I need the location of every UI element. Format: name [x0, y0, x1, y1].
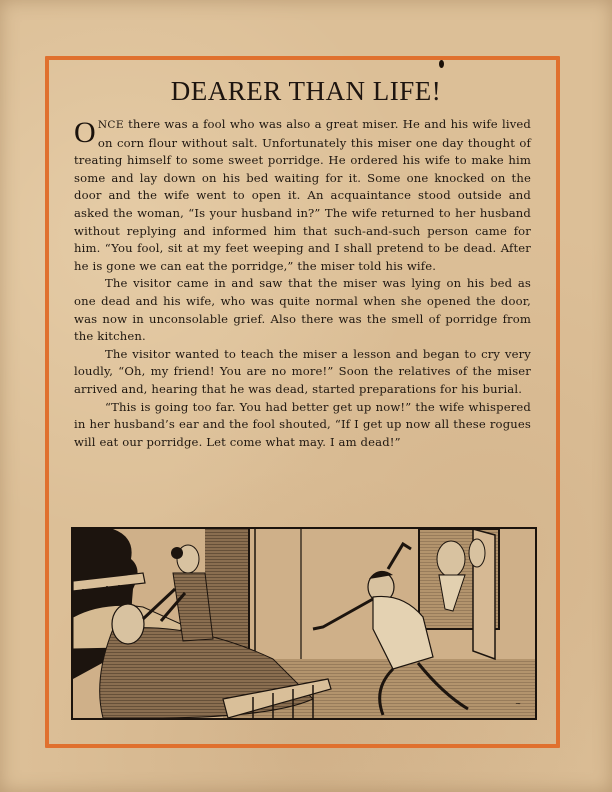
- miser-figure: [112, 604, 144, 644]
- story-paragraph-2: The visitor came in and saw that the miser was lying on his bed as one dead and his wife, who was quite normal when she opened the door, was now in unconsolable grief. Also there was the smell of porridge from the kitchen.: [74, 276, 531, 344]
- story-paragraph-3: The visitor wanted to teach the miser a lesson and began to cry very loudly, “Oh, my friend! You are no more!” Soon the relatives of the miser arrived and, hearing that he was dead, started preparations for his burial.: [74, 346, 531, 396]
- story-body: [74, 116, 531, 451]
- relative-figure-2: [469, 539, 485, 567]
- paragraph-text: there was a fool who was also a great miser. He and his wife lived on corn flour without salt. Unfortunately this miser one day thought of treating himself to some sweet porridge. He ordered his wife to make him some and lay down on his bed waiting for it. Some one knocked on the door and the wife went to open it. An acquaintance stood outside and asked the woman, “Is your husband in?” The wife returned to her husband without replying and informed him that such-and-such person came for him. “You fool, sit at my feet weeping and I shall pretend to be dead. After he is gone we can eat the porridge,” the miser told his wife.: [74, 117, 531, 273]
- artist-signature: ~: [515, 700, 521, 708]
- story-illustration: [71, 527, 537, 720]
- opening-smallcaps: NCE: [97, 119, 124, 131]
- story-title: DEARER THAN LIFE!: [170, 76, 442, 106]
- illustration-drawing: [73, 529, 535, 718]
- relative-figure-1: [437, 541, 465, 577]
- drop-cap-letter: O: [74, 116, 96, 149]
- story-paragraph-1: [74, 116, 531, 275]
- story-paragraph-4: “This is going too far. You had better get up now!” the wife whispered in her husband’s ear and the fool shouted, “If I get up now all these rogues will eat our porridge. Let come what may. I am dead!”: [74, 399, 531, 449]
- ink-blot-mark: [439, 60, 444, 68]
